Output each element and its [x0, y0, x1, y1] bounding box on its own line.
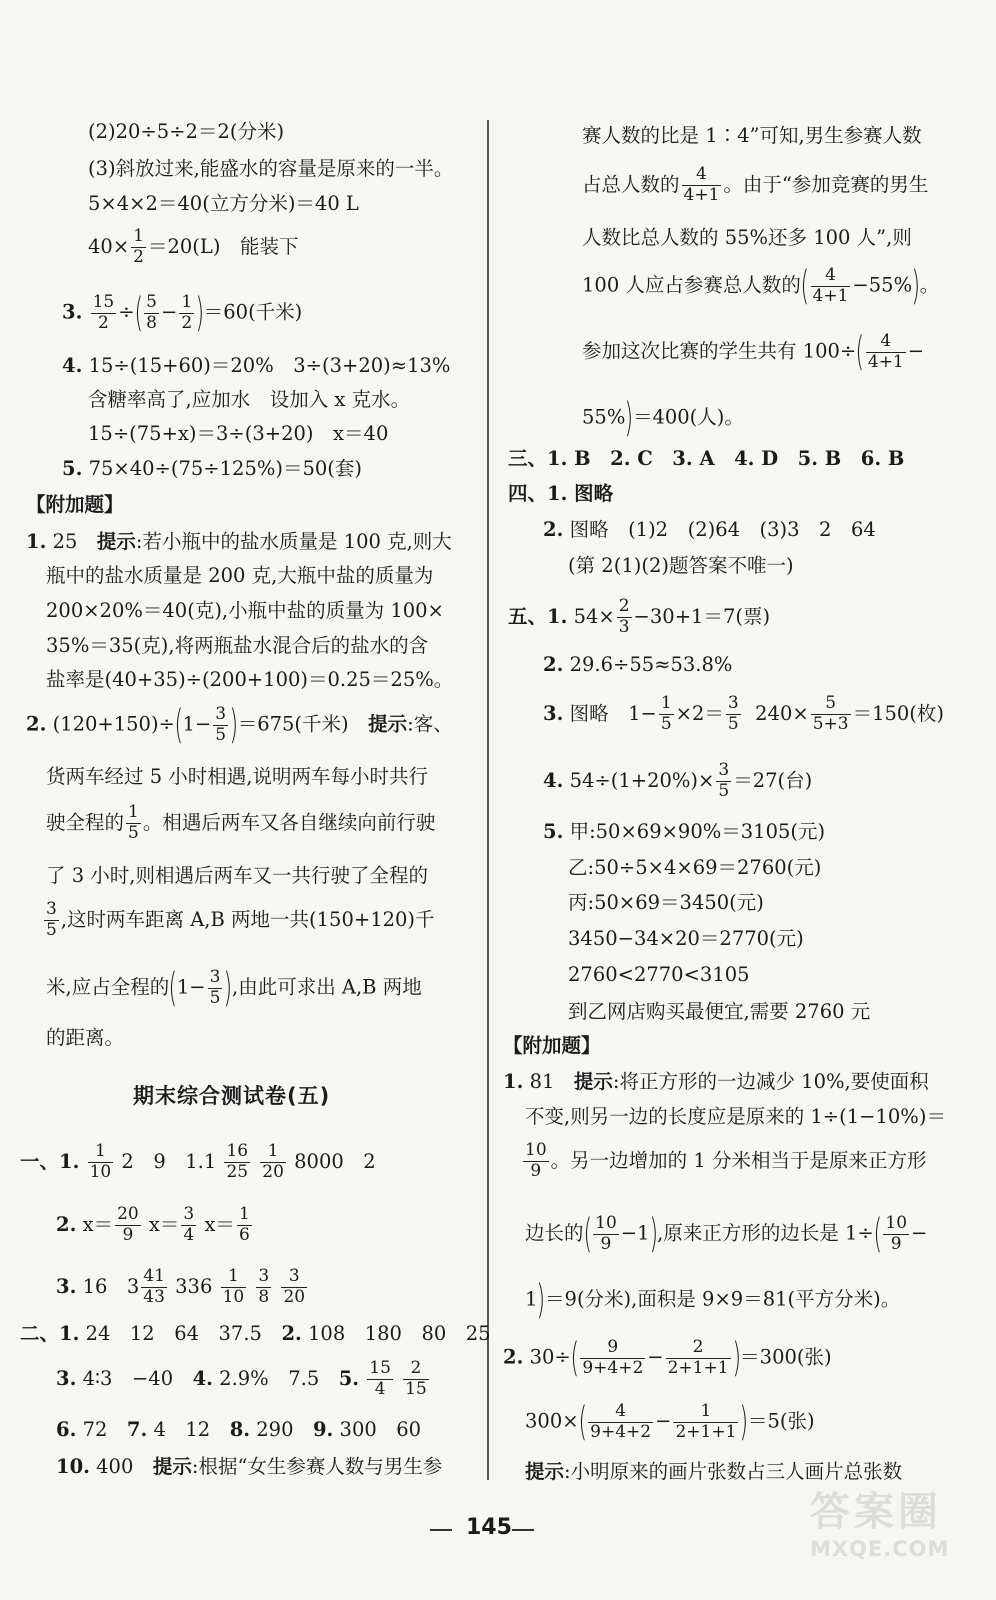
answer-line: 4. 15÷(15+60)＝20% 3÷(3+20)≈13%: [62, 354, 451, 377]
answer-line: 五、1. 54× $\frac{2}{3}$ −30+1＝7(票): [508, 596, 771, 637]
watermark-text: 答案圈: [810, 1489, 942, 1535]
answer-line: 2. (120+150)÷(1− $\frac{3}{5}$ )＝675(千米) 提示:客、: [26, 702, 453, 748]
answer-line: 2. 30÷( $\frac{9}{9+4+2}$ − $\frac{2}{2+1+1}$ )＝300(张): [503, 1335, 832, 1381]
watermark-url: MXQE.COM: [810, 1537, 950, 1561]
answer-line: 货两车经过 5 小时相遇,说明两车每小时共行: [46, 765, 429, 788]
answer-line: $\frac{10}{9}$ 。另一边增加的 1 分米相当于是原来正方形: [525, 1140, 927, 1181]
answer-line: 5. 甲:50×69×90%＝3105(元): [543, 820, 826, 843]
fraction: $\frac{1}{2}$: [133, 226, 144, 267]
answer-line: $\frac{3}{5}$ ,这时两车距离 A,B 两地一共(150+120)千: [46, 899, 435, 940]
answer-line: 55%)＝400(人)。: [582, 395, 744, 441]
answer-line: 2. 图略 (1)2 (2)64 (3)3 2 64: [543, 518, 876, 541]
answer-line: 3. 16 3 $\frac{41}{43}$ 336 $\frac{1}{10}$ $\frac{3}{8}$ $\frac{3}{20}$: [56, 1266, 306, 1307]
answer-line: 10. 400 提示:根据“女生参赛人数与男生参: [56, 1455, 443, 1478]
answer-line: 参加这次比赛的学生共有 100÷( $\frac{4}{4+1}$ −: [582, 329, 925, 375]
watermark-logo: [810, 1480, 978, 1572]
answer-line: 40× $\frac{1}{2}$ ＝20(L) 能装下: [88, 226, 299, 267]
answer-line: 盐率是(40+35)÷(200+100)＝0.25＝25%。: [46, 668, 454, 691]
answer-line: 二、1. 24 12 64 37.5 2. 108 180 80 25: [20, 1322, 491, 1345]
answer-line: 含糖率高了,应加水 设加入 x 克水。: [88, 388, 411, 411]
answer-line: 2760<2770<3105: [568, 963, 750, 986]
answer-line: 赛人数的比是 1∶4”可知,男生参赛人数: [582, 124, 922, 147]
answer-line: 一、1. $\frac{1}{10}$ 2 9 1.1 $\frac{16}{25}$ $\frac{1}{20}$ 8000 2: [20, 1141, 376, 1182]
answer-line: 米,应占全程的(1− $\frac{3}{5}$ ),由此可求出 A,B 两地: [46, 965, 422, 1011]
answer-line: 不变,则另一边的长度应是原来的 1÷(1−10%)＝: [525, 1105, 946, 1128]
answer-line: 四、1. 图略: [508, 482, 614, 505]
answer-line: (第 2(1)(2)题答案不唯一): [568, 554, 794, 577]
answer-line: (2)20÷5÷2＝2(分米): [88, 120, 285, 143]
answer-line: 300×( $\frac{4}{9+4+2}$ − $\frac{1}{2+1+1}$ )＝5(张): [525, 1399, 815, 1445]
answer-line: 1. 81 提示:将正方形的一边减少 10%,要使面积: [503, 1070, 929, 1093]
answer-line: 提示:小明原来的画片张数占三人画片总张数: [525, 1460, 903, 1483]
section-title: 期末综合测试卷(五): [133, 1084, 331, 1108]
answer-line: 1. 25 提示:若小瓶中的盐水质量是 100 克,则大: [26, 530, 452, 553]
answer-line: 驶全程的 $\frac{1}{5}$ 。相遇后两车又各自继续向前行驶: [46, 802, 436, 843]
answer-line: 3. 图略 1− $\frac{1}{5}$ ×2＝ $\frac{3}{5}$ 240× $\frac{5}{5+3}$ ＝150(枚): [543, 693, 945, 734]
answer-line: 35%＝35(克),将两瓶盐水混合后的盐水的含: [46, 634, 429, 657]
answer-line: 200×20%＝40(克),小瓶中盐的质量为 100×: [46, 599, 444, 622]
answer-line: 了 3 小时,则相遇后两车又一共行驶了全程的: [46, 864, 429, 887]
column-divider: [487, 120, 489, 1480]
answer-line: 边长的( $\frac{10}{9}$ −1),原来正方形的边长是 1÷( $\frac{10}{9}$ −: [525, 1211, 928, 1257]
answer-line: 3. 4∶3 −40 4. 2.9% 7.5 5. $\frac{15}{4}$ $\frac{2}{15}$: [56, 1358, 427, 1399]
answer-line: 4. 54÷(1+20%)× $\frac{3}{5}$ ＝27(台): [543, 760, 813, 801]
answer-line: 15÷(75+x)＝3÷(3+20) x＝40: [88, 422, 389, 445]
section-label: 【附加题】: [503, 1034, 601, 1057]
section-label: 【附加题】: [26, 493, 124, 516]
answer-line: 2. x＝ $\frac{20}{9}$ x＝ $\frac{3}{4}$ x＝ $\frac{1}{6}$: [56, 1204, 250, 1245]
answer-line: 到乙网店购买最便宜,需要 2760 元: [568, 1000, 871, 1023]
answer-line: 的距离。: [46, 1026, 125, 1049]
footer-dash-left: [430, 1529, 452, 1531]
answer-line: 人数比总人数的 55%还多 100 人”,则: [582, 226, 912, 249]
answer-line: 100 人应占参赛总人数的( $\frac{4}{4+1}$ −55%)。: [582, 263, 940, 309]
answer-line: 丙:50×69＝3450(元): [568, 891, 764, 914]
answer-line: 6. 72 7. 4 12 8. 290 9. 300 60: [56, 1418, 422, 1441]
answer-line: 2. 29.6÷55≈53.8%: [543, 653, 733, 676]
answer-line: 乙:50÷5×4×69＝2760(元): [568, 856, 822, 879]
answer-line: 3450−34×20＝2770(元): [568, 927, 804, 950]
answer-line: 3. $\frac{15}{2}$ ÷( $\frac{5}{8}$ − $\frac{1}{2}$ )＝60(千米): [62, 290, 303, 336]
answer-line: (3)斜放过来,能盛水的容量是原来的一半。: [88, 157, 454, 180]
answer-line: 5. 75×40÷(75÷125%)＝50(套): [62, 457, 363, 480]
answer-line: 占总人数的 $\frac{4}{4+1}$ 。由于“参加竞赛的男生: [582, 164, 929, 205]
page-number: 145: [466, 1515, 512, 1540]
answer-line: 三、1. B 2. C 3. A 4. D 5. B 6. B: [508, 447, 905, 470]
answer-line: 1)＝9(分米),面积是 9×9＝81(平方分米)。: [525, 1277, 901, 1323]
answer-line: 瓶中的盐水质量是 200 克,大瓶中盐的质量为: [46, 564, 434, 587]
footer-dash-right: [512, 1529, 534, 1531]
answer-line: 5×4×2＝40(立方分米)＝40 L: [88, 192, 359, 215]
